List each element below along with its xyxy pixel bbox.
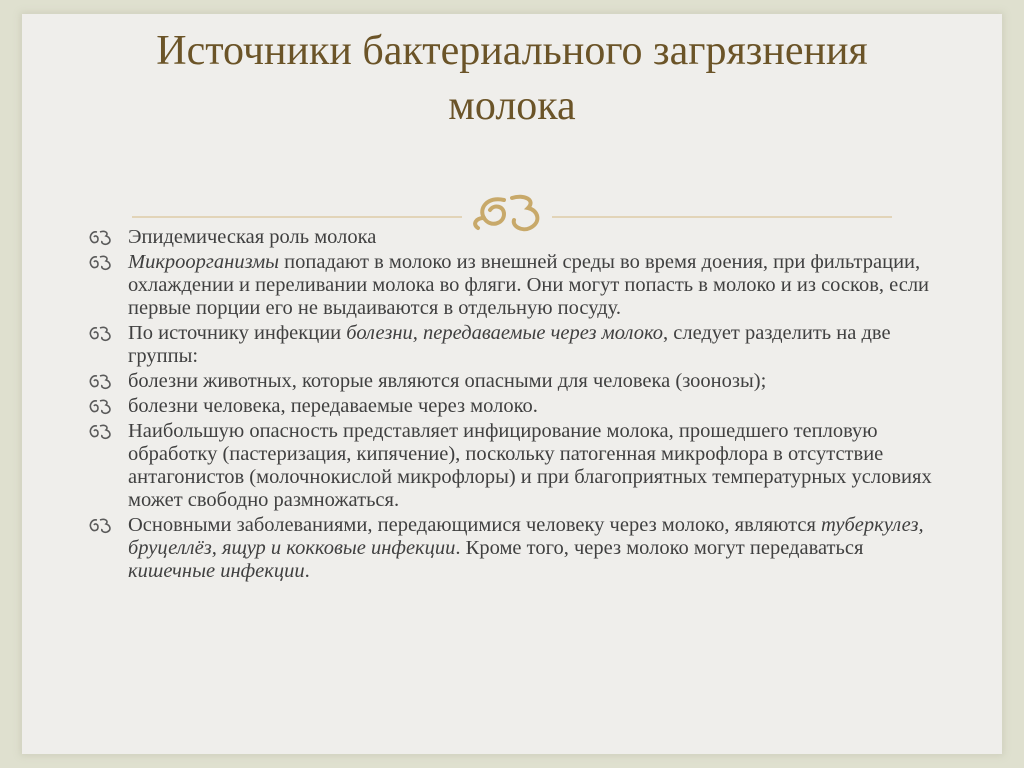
bullet-item [86,395,946,418]
ornamental-bullet-icon [88,254,116,272]
emphasized-text: болезни, передаваемые через молоко [346,322,664,344]
bullet-text [128,370,766,392]
bullet-text [128,514,924,582]
text-segment: Основными заболеваниями, передающимися человеку через молоко, являются [128,514,822,536]
title-line-1: Источники бактериального загрязнения [156,28,868,74]
slide-title [0,24,1024,134]
bullet-item [86,370,946,393]
text-segment: болезни животных, которые являются опасными для человека (зоонозы); [128,370,767,392]
text-segment: . Кроме того, через молоко могут передаваться [455,537,864,559]
text-segment: Эпидемическая роль молока [128,226,377,248]
ornamental-bullet-icon [88,423,116,441]
text-segment: , следует разделить на две группы: [128,322,891,367]
emphasized-text: кишечные инфекции [128,560,305,582]
ornamental-bullet-icon [88,373,116,391]
ornamental-bullet-icon [88,398,116,416]
emphasized-text: Микроорганизмы [128,251,280,273]
emphasized-text: туберкулез, бруцеллёз, ящур и кокковые инфекции [128,514,924,559]
bullet-text [128,395,538,417]
bullet-item [86,514,946,583]
text-segment: Наибольшую опасность представляет инфицирование молока, прошедшего тепловую обработку (пастеризация, кипячение), поскольку патогенная микрофлора в отсутствие антагонистов (молочнокислой микрофлоры) и при благоприятных температурных условиях может свободно размножаться. [128,420,932,511]
ornamental-bullet-icon [88,229,116,247]
bullet-list [86,226,946,585]
flourish-icon [475,197,537,230]
ornamental-bullet-icon [88,325,116,343]
text-segment: По источнику инфекции [128,322,347,344]
text-segment: болезни человека, передаваемые через молоко. [128,395,538,417]
bullet-text [128,420,932,511]
bullet-text [128,251,929,319]
text-segment: . [304,560,310,582]
bullet-text [128,226,376,248]
bullet-item [86,420,946,512]
text-segment: попадают в молоко из внешней среды во время доения, при фильтрации, охлаждении и переливании молока во фляги. Они могут попасть в молоко и из сосков, если первые порции его не выдаиваются в отдельную посуду. [128,251,930,319]
title-line-2: молока [448,83,576,129]
bullet-item [86,251,946,320]
bullet-item [86,226,946,249]
ornamental-bullet-icon [88,517,116,535]
bullet-item [86,322,946,368]
bullet-text [128,322,891,367]
